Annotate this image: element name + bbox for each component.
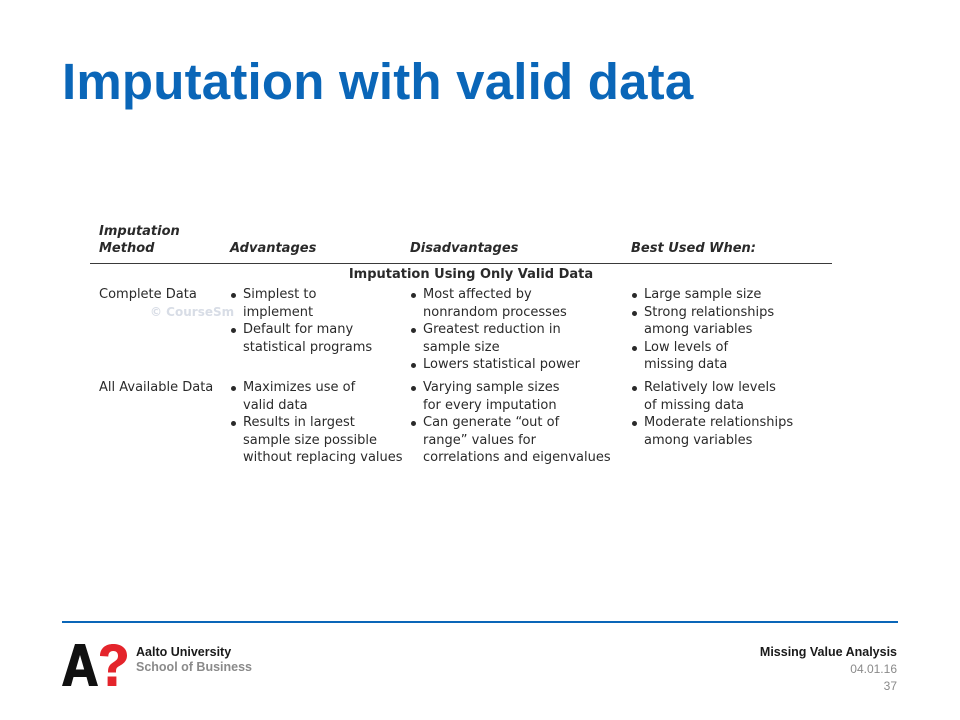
bullet-dot-icon xyxy=(411,363,416,368)
bullet-dot-icon xyxy=(411,421,416,426)
bullet-dot-icon xyxy=(632,421,637,426)
bullet-text-line: Simplest to xyxy=(243,287,317,302)
bullet-text-line: of missing data xyxy=(644,397,745,413)
disadvantages-cell xyxy=(410,379,625,467)
bullet-item xyxy=(410,356,625,374)
school-name: School of Business xyxy=(136,660,252,674)
bullet-text-line: missing data xyxy=(644,357,728,372)
method-cell: All Available Data xyxy=(99,380,214,395)
page-number: 37 xyxy=(883,679,897,693)
bullet-item xyxy=(410,321,625,356)
bullet-item xyxy=(410,286,625,321)
bullet-item xyxy=(631,414,831,449)
bullet-item xyxy=(230,321,405,356)
bullet-text-line: Maximizes use of xyxy=(243,380,356,395)
header-disadvantages: Disadvantages xyxy=(410,241,519,256)
bullet-item xyxy=(230,414,405,467)
header-advantages: Advantages xyxy=(230,241,317,256)
bullet-text-line: Relatively low levels xyxy=(644,380,776,395)
advantages-cell xyxy=(230,286,405,356)
table-row xyxy=(90,286,832,379)
bullet-item xyxy=(410,379,625,414)
footer-divider xyxy=(62,621,898,623)
bullet-text-line: Strong relationships xyxy=(644,304,775,320)
slide-date: 04.01.16 xyxy=(850,662,897,676)
section-title: Imputation Using Only Valid Data xyxy=(348,267,594,282)
bullet-text-line: among variables xyxy=(644,432,753,448)
header-best-used-when: Best Used When: xyxy=(631,241,757,256)
disadvantages-cell xyxy=(410,286,625,374)
bullet-text-line: Most affected by xyxy=(423,287,532,302)
bullet-text-line: among variables xyxy=(644,322,753,337)
bullet-dot-icon xyxy=(231,386,236,391)
bullet-text-line: Default for many xyxy=(243,322,354,337)
bullet-dot-icon xyxy=(411,293,416,298)
bullet-text-line: Results in largest xyxy=(243,415,355,430)
bullet-dot-icon xyxy=(411,328,416,333)
bullet-text-line: for every imputation xyxy=(423,397,557,413)
header-method-line1: Imputation xyxy=(99,224,180,239)
bullet-text-line: statistical programs xyxy=(243,339,373,355)
advantages-cell xyxy=(230,379,405,467)
bullet-text-line: valid data xyxy=(243,397,308,413)
aalto-logo-icon xyxy=(62,644,128,686)
bullet-item xyxy=(410,414,625,467)
bullet-text-line: nonrandom processes xyxy=(423,304,567,320)
bullet-text-line: sample size possible xyxy=(243,432,377,448)
bullet-item xyxy=(230,286,405,321)
bullet-item xyxy=(631,286,831,304)
org-name: Aalto University xyxy=(136,645,232,659)
bullet-text-line: Low levels of xyxy=(644,339,729,355)
bullet-dot-icon xyxy=(231,293,236,298)
bullet-dot-icon xyxy=(632,346,637,351)
bullet-dot-icon xyxy=(231,328,236,333)
bullet-dot-icon xyxy=(632,311,637,316)
bullet-text-line: Large sample size xyxy=(644,287,762,302)
bullet-text-line: range” values for xyxy=(423,432,536,448)
bullet-text-line: Moderate relationships xyxy=(644,415,794,430)
bullet-text-line: sample size xyxy=(423,339,500,355)
best-used-when-cell xyxy=(631,286,831,374)
bullet-item xyxy=(631,339,831,374)
table-row xyxy=(90,379,832,474)
bullet-item xyxy=(230,379,405,414)
bullet-dot-icon xyxy=(632,386,637,391)
bullet-dot-icon xyxy=(231,421,236,426)
bullet-text-line: Lowers statistical power xyxy=(423,357,580,372)
imputation-table xyxy=(90,218,832,474)
slide-title: Imputation with valid data xyxy=(62,53,694,110)
bullet-item xyxy=(631,304,831,339)
header-method xyxy=(99,223,180,257)
watermark: © CourseSm xyxy=(150,305,235,319)
method-cell: Complete Data xyxy=(99,287,197,302)
deck-title: Missing Value Analysis xyxy=(759,645,897,659)
bullet-text-line: Varying sample sizes xyxy=(423,380,560,395)
table-header-row xyxy=(90,218,832,264)
bullet-text-line: implement xyxy=(243,304,314,320)
header-method-line2: Method xyxy=(99,241,155,256)
bullet-text-line: Can generate “out of xyxy=(423,415,560,430)
bullet-text-line: without replacing values xyxy=(243,450,403,465)
bullet-text-line: Greatest reduction in xyxy=(423,322,561,337)
bullet-dot-icon xyxy=(411,386,416,391)
bullet-dot-icon xyxy=(632,293,637,298)
bullet-text-line: correlations and eigenvalues xyxy=(423,450,611,465)
bullet-item xyxy=(631,379,831,414)
footer-meta xyxy=(760,644,897,695)
best-used-when-cell xyxy=(631,379,831,449)
